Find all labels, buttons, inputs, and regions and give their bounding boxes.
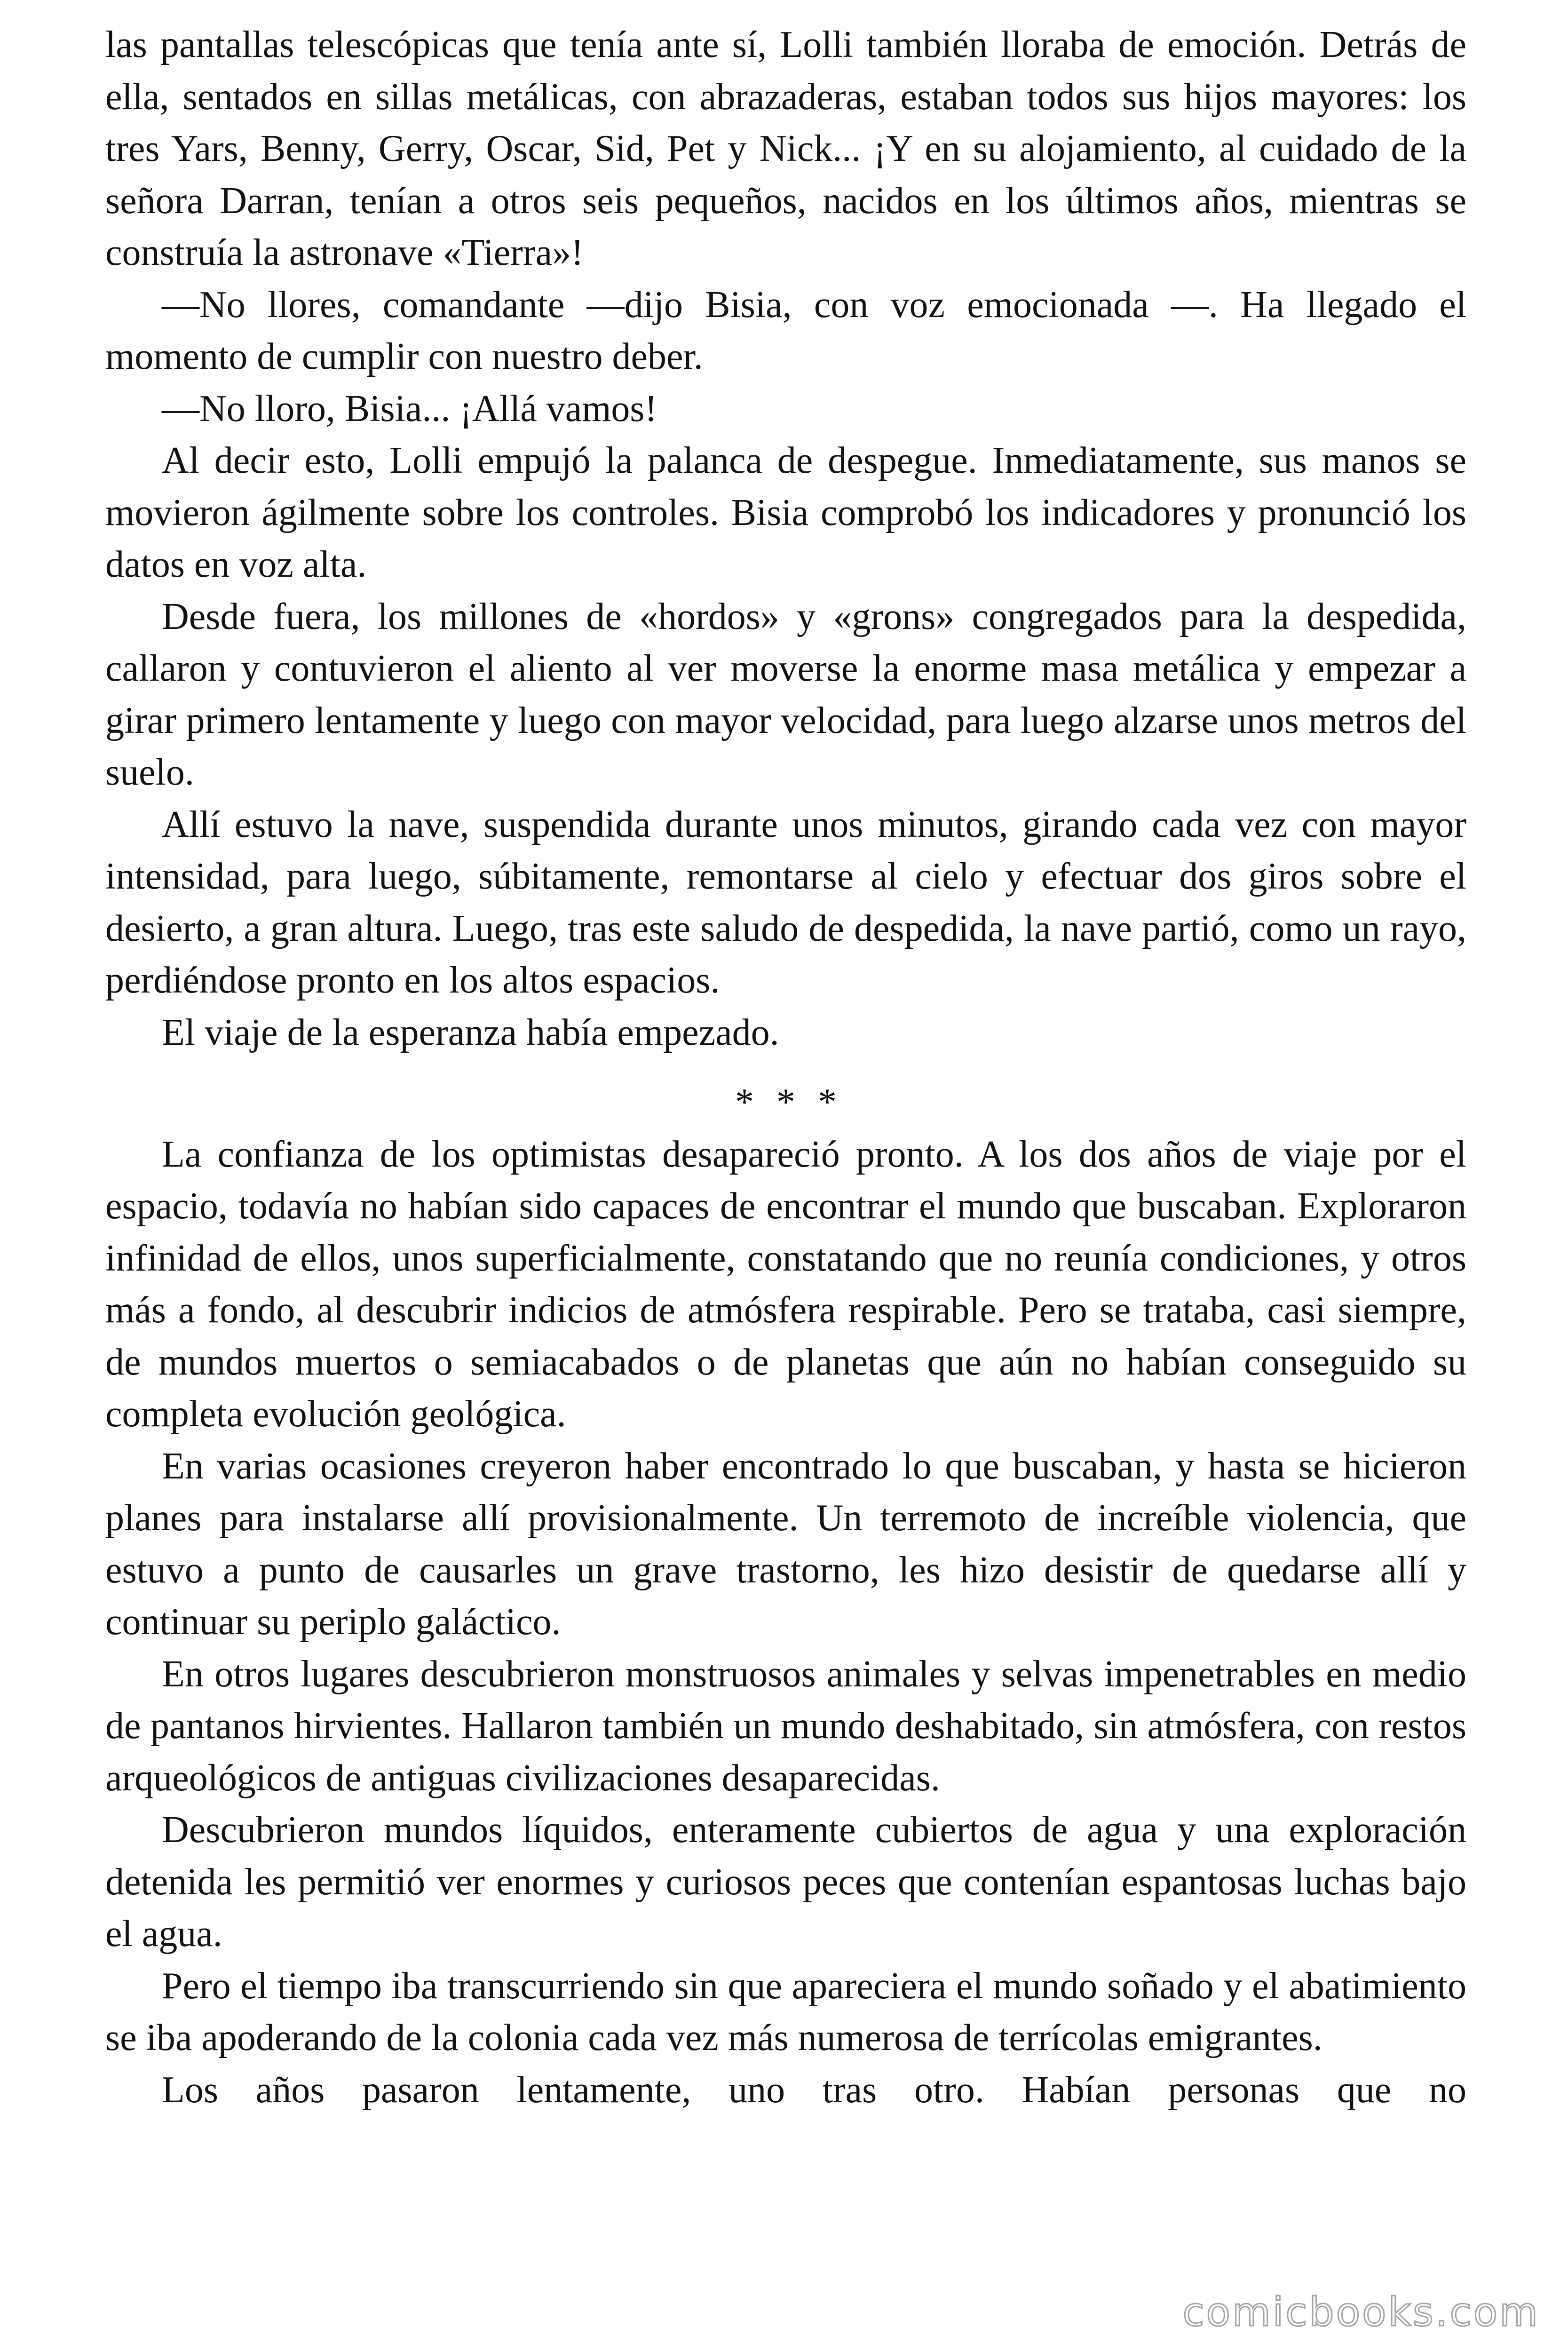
paragraph-8: La confianza de los optimistas desapareció pronto. A los dos años de viaje por el espacio, todavía no habían sido capaces de encontrar el mundo que buscaban. Exploraron infinidad de ellos, unos superficialmente, constatando que no reunía condiciones, y otros más a fondo, al descubrir indicios de atmósfera respirable. Pero se trataba, casi siempre, de mundos muertos o semiacabados o de planetas que aún no habían conseguido su completa evolución geológica.	[105, 1133, 1466, 1435]
paragraph-3: —No lloro, Bisia... ¡Allá vamos!	[162, 388, 657, 429]
paragraph-12: Pero el tiempo iba transcurriendo sin que apareciera el mundo soñado y el abatimiento se iba apoderando de la colonia cada vez más numerosa de terrícolas emigrantes.	[105, 1965, 1466, 2058]
paragraph-10: En otros lugares descubrieron monstruosos animales y selvas impenetrables en medio de pantanos hirvientes. Hallaron también un mundo deshabitado, sin atmósfera, con restos arqueológicos de antiguas civilizaciones desaparecidas.	[105, 1653, 1466, 1799]
document-page	[105, 19, 1466, 2116]
paragraph-2: —No llores, comandante —dijo Bisia, con voz emocionada —. Ha llegado el momento de cumplir con nuestro deber.	[105, 284, 1466, 377]
paragraph-13: Los años pasaron lentamente, uno tras otro. Habían personas que no	[162, 2069, 1466, 2111]
paragraph-6: Allí estuvo la nave, suspendida durante unos minutos, girando cada vez con mayor intensidad, para luego, súbitamente, remontarse al cielo y efectuar dos giros sobre el desierto, a gran altura. Luego, tras este saludo de despedida, la nave partió, como un rayo, perdiéndose pronto en los altos espacios.	[105, 803, 1466, 1001]
section-separator: * * *	[735, 1081, 843, 1123]
paragraph-11: Descubrieron mundos líquidos, enteramente cubiertos de agua y una exploración detenida les permitió ver enormes y curiosos peces que contenían espantosas luchas bajo el agua.	[105, 1809, 1466, 1955]
watermark-logo: comicbooks.com	[1182, 2289, 1540, 2335]
paragraph-5: Desde fuera, los millones de «hordos» y «grons» congregados para la despedida, callaron y contuvieron el aliento al ver moverse la enorme masa metálica y empezar a girar primero lentamente y luego con mayor velocidad, para luego alzarse unos metros del suelo.	[105, 596, 1466, 793]
paragraph-4: Al decir esto, Lolli empujó la palanca de despegue. Inmediatamente, sus manos se movieron ágilmente sobre los controles. Bisia comprobó los indicadores y pronunció los datos en voz alta.	[105, 440, 1466, 585]
paragraph-9: En varias ocasiones creyeron haber encontrado lo que buscaban, y hasta se hicieron planes para instalarse allí provisionalmente. Un terremoto de increíble violencia, que estuvo a punto de causarles un grave trastorno, les hizo desistir de quedarse allí y continuar su periplo galáctico.	[105, 1445, 1466, 1643]
paragraph-7: El viaje de la esperanza había empezado.	[162, 1011, 779, 1053]
paragraph-1: las pantallas telescópicas que tenía ante sí, Lolli también lloraba de emoción. Detrás de ella, sentados en sillas metálicas, con abrazaderas, estaban todos sus hijos mayores: los tres Yars, Benny, Gerry, Oscar, Sid, Pet y Nick... ¡Y en su alojamiento, al cuidado de la señora Darran, tenían a otros seis pequeños, nacidos en los últimos años, mientras se construía la astronave «Tierra»!	[105, 24, 1466, 273]
